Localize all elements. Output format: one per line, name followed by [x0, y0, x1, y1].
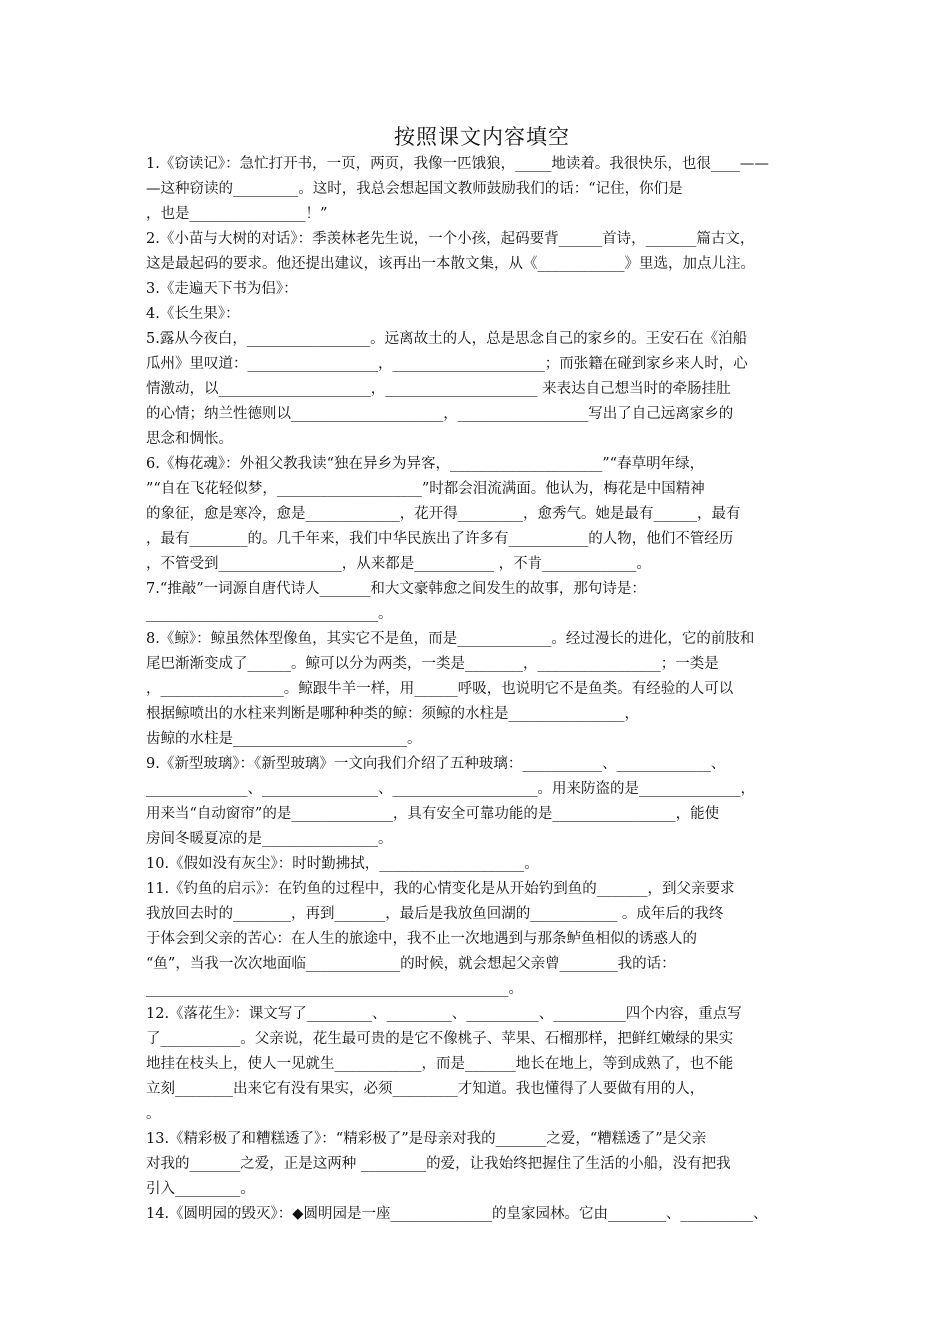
question-line: 7.“推敲”一词源自唐代诗人_______和大文豪韩愈之间发生的故事，那句诗是：: [146, 581, 646, 597]
question-line: 于体会到父亲的苦心：在人生的旅途中，我不止一次地遇到与那条鲈鱼相似的诱惑人的: [146, 931, 697, 947]
question-line: 12.《落花生》：课文写了_________、_________、__________、__________四个内容，重点写: [146, 1006, 742, 1022]
question-line: ，也是________________！”: [146, 206, 328, 222]
question-line: —这种窃读的_________。这时，我总会想起国文教师鼓励我们的话：“记住，你们是: [146, 181, 683, 197]
question-item: [146, 1202, 818, 1227]
question-item: [146, 277, 818, 302]
question-item: [146, 1002, 818, 1127]
question-line: 的心情；纳兰性德则以_____________________，__________________写出了自己远离家乡的: [146, 406, 734, 422]
question-line: 1.《窃读记》：急忙打开书，一页，两页，我像一匹饿狼，_____地读着。我很快乐，也很____——: [146, 156, 769, 172]
question-item: [146, 1127, 818, 1202]
question-line: 2.《小苗与大树的对话》：季羡林老先生说，一个小孩，起码要背______首诗，_______篇古文，: [146, 231, 755, 247]
question-line: 齿鲸的水柱是________________________。: [146, 731, 422, 747]
question-line: ________________________________。: [146, 606, 393, 622]
question-line: 立刻________出来它有没有果实，必须_________才知道。我也懂得了人要做有用的人，: [146, 1081, 705, 1097]
question-item: [146, 152, 818, 227]
question-line: 地挂在枝头上，使人一见就生____________，而是_______地长在地上，等到成熟了，也不能: [146, 1056, 734, 1072]
question-item: [146, 302, 818, 327]
question-line: 13.《精彩极了和糟糕透了》：“精彩极了”是母亲对我的_______之爱，“糟糕透了”是父亲: [146, 1131, 707, 1147]
question-line: 10.《假如没有灰尘》：时时勤拂拭，____________________。: [146, 856, 539, 872]
question-line: 9.《新型玻璃》：《新型玻璃》一文向我们介绍了五种玻璃：___________、_____________、: [146, 756, 726, 772]
question-line: ，不管受到_________________，从来都是___________ ，不肯_____________。: [146, 556, 651, 572]
question-line: 。: [146, 1106, 161, 1122]
question-line: 这是最起码的要求。他还提出建议，该再出一本散文集，从《____________》里选，加点儿注。: [146, 256, 755, 272]
question-line: 3.《走遍天下书为侣》：: [146, 281, 298, 297]
question-line: 8.《鲸》：鲸虽然体型像鱼，其实它不是鱼，而是_____________。经过漫长的进化，它的前肢和: [146, 631, 755, 647]
question-line: 引入_________。: [146, 1181, 255, 1197]
question-line: 房间冬暖夏凉的是________________。: [146, 831, 393, 847]
question-line: 11.《钓鱼的启示》：在钓鱼的过程中，我的心情变化是从开始钓到鱼的_______，到父亲要求: [146, 881, 735, 897]
question-line: 尾巴渐渐变成了______。鲸可以分为两类，一类是________，_________________；一类是: [146, 656, 719, 672]
question-line: 14.《圆明园的毁灭》：◆圆明园是一座______________的皇家园林。它由________、__________、: [146, 1206, 768, 1222]
question-line: 了___________。父亲说，花生最可贵的是它不像桃子、苹果、石榴那样，把鲜红嫩绿的果实: [146, 1031, 734, 1047]
question-item: [146, 752, 818, 852]
question-item: [146, 227, 818, 277]
question-line: 的象征，愈是寒冷，愈是_____________，花开得_________，愈秀气。她是最有______，最有: [146, 506, 741, 522]
page-title: 按照课文内容填空: [394, 125, 570, 149]
question-line: 对我的_______之爱，正是这两种 _________的爱，让我始终把握住了生活的小船，没有把我: [146, 1156, 731, 1172]
question-line: ”“自在飞花轻似梦，____________________”时都会泪流满面。他认为，梅花是中国精神: [146, 481, 705, 497]
question-line: __________________________________________________。: [146, 981, 523, 997]
question-item: [146, 577, 818, 627]
question-line: 5.露从今夜白，_________________。远离故土的人，总是思念自己的家乡的。王安石在《泊船: [146, 331, 748, 347]
question-line: 情激动，以_____________________，_____________________ 来表达自己想当时的牵肠挂肚: [146, 381, 731, 397]
question-line: 用来当“自动窗帘”的是______________，具有安全可靠功能的是_________________，能使: [146, 806, 720, 822]
question-line: 根据鲸喷出的水柱来判断是哪种种类的鲸：须鲸的水柱是________________，: [146, 706, 639, 722]
question-line: ，_________________。鲸跟牛羊一样，用______呼吸，也说明它不是鱼类。有经验的人可以: [146, 681, 734, 697]
question-line: “鱼”，当我一次次地面临_____________的时候，就会想起父亲曾________我的话：: [146, 956, 676, 972]
question-line: 4.《长生果》：: [146, 306, 240, 322]
question-line: 思念和惆怅。: [146, 431, 233, 447]
question-item: [146, 627, 818, 752]
worksheet-page: [146, 122, 818, 1227]
question-line: ______________、________________、____________________。用来防盗的是______________，: [146, 781, 755, 797]
question-list: [146, 152, 818, 1227]
question-line: 我放回去时的________，再到_______，最后是我放鱼回湖的____________ 。成年后的我终: [146, 906, 724, 922]
question-line: ，最有________的。几千年来，我们中华民族出了许多有___________的人物，他们不管经历: [146, 531, 734, 547]
question-line: 瓜州》里叹道：__________________，_____________________；而张籍在碰到家乡来人时，心: [146, 356, 748, 372]
question-item: [146, 452, 818, 577]
question-item: [146, 877, 818, 1002]
question-line: 6.《梅花魂》：外祖父教我读“独在异乡为异客，_____________________”“春草明年绿，: [146, 456, 705, 472]
question-item: [146, 327, 818, 452]
question-item: [146, 852, 818, 877]
